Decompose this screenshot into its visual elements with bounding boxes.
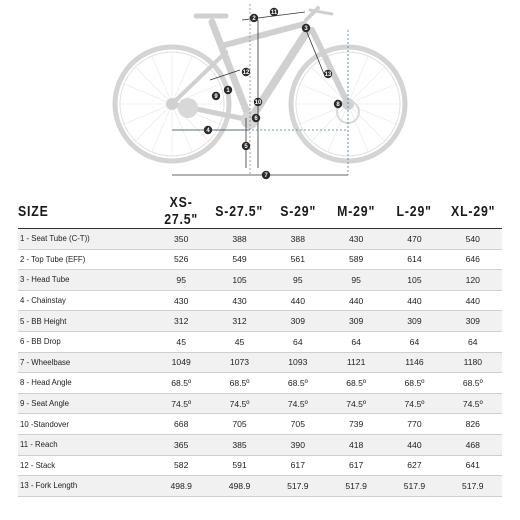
table-cell: 74.5º bbox=[444, 393, 502, 414]
table-cell: 440 bbox=[444, 290, 502, 311]
svg-text:3: 3 bbox=[304, 26, 308, 32]
column-header-xs-27-5: XS-27.5" bbox=[157, 194, 205, 229]
svg-text:13: 13 bbox=[324, 72, 332, 78]
table-cell: 1093 bbox=[269, 352, 327, 373]
table-cell: 74.5º bbox=[152, 393, 210, 414]
column-header-xl-29: XL-29" bbox=[449, 194, 497, 229]
row-label: 9 - Seat Angle bbox=[18, 393, 152, 414]
row-label: 4 - Chainstay bbox=[18, 290, 152, 311]
marker-13 bbox=[324, 70, 332, 78]
table-cell: 309 bbox=[444, 311, 502, 332]
svg-text:8: 8 bbox=[336, 102, 340, 108]
svg-text:10: 10 bbox=[254, 100, 262, 106]
table-cell: 739 bbox=[327, 414, 385, 435]
table-cell: 561 bbox=[269, 249, 327, 270]
table-cell: 498.9 bbox=[210, 476, 268, 497]
table-cell: 74.5º bbox=[269, 393, 327, 414]
table-row bbox=[18, 476, 502, 497]
table-cell: 591 bbox=[210, 455, 268, 476]
svg-text:2: 2 bbox=[252, 16, 256, 22]
table-cell: 309 bbox=[385, 311, 443, 332]
table-cell: 517.9 bbox=[385, 476, 443, 497]
table-cell: 498.9 bbox=[152, 476, 210, 497]
table-cell: 68.5º bbox=[210, 373, 268, 394]
svg-text:1: 1 bbox=[226, 88, 230, 94]
row-label: 1 - Seat Tube (C-T)) bbox=[18, 229, 152, 250]
table-cell: 1121 bbox=[327, 352, 385, 373]
row-label: 3 - Head Tube bbox=[18, 270, 152, 291]
table-cell: 705 bbox=[269, 414, 327, 435]
table-cell: 705 bbox=[210, 414, 268, 435]
marker-4 bbox=[204, 126, 212, 134]
table-cell: 309 bbox=[327, 311, 385, 332]
table-cell: 1049 bbox=[152, 352, 210, 373]
table-cell: 74.5º bbox=[210, 393, 268, 414]
table-cell: 430 bbox=[210, 290, 268, 311]
table-row bbox=[18, 393, 502, 414]
table-cell: 468 bbox=[444, 434, 502, 455]
table-cell: 64 bbox=[269, 331, 327, 352]
table-cell: 440 bbox=[269, 290, 327, 311]
column-header-s-29: S-29" bbox=[274, 194, 322, 229]
table-cell: 517.9 bbox=[269, 476, 327, 497]
table-cell: 68.5º bbox=[385, 373, 443, 394]
svg-text:5: 5 bbox=[244, 144, 248, 150]
marker-6 bbox=[252, 114, 260, 122]
table-cell: 470 bbox=[385, 229, 443, 250]
svg-text:6: 6 bbox=[254, 116, 258, 122]
marker-8 bbox=[334, 100, 342, 108]
marker-2 bbox=[250, 14, 258, 22]
row-label: 13 - Fork Length bbox=[18, 476, 152, 497]
table-row bbox=[18, 229, 502, 250]
table-cell: 627 bbox=[385, 455, 443, 476]
table-cell: 1073 bbox=[210, 352, 268, 373]
table-cell: 526 bbox=[152, 249, 210, 270]
table-cell: 617 bbox=[269, 455, 327, 476]
svg-text:12: 12 bbox=[242, 70, 250, 76]
table-cell: 617 bbox=[327, 455, 385, 476]
table-row bbox=[18, 352, 502, 373]
table-cell: 64 bbox=[327, 331, 385, 352]
svg-text:11: 11 bbox=[270, 10, 278, 16]
marker-5 bbox=[242, 142, 250, 150]
table-cell: 365 bbox=[152, 434, 210, 455]
table-cell: 309 bbox=[269, 311, 327, 332]
table-cell: 350 bbox=[152, 229, 210, 250]
table-header-row bbox=[18, 194, 502, 229]
table-row bbox=[18, 434, 502, 455]
table-cell: 312 bbox=[210, 311, 268, 332]
table-cell: 74.5º bbox=[327, 393, 385, 414]
marker-1 bbox=[224, 86, 232, 94]
geometry-table bbox=[18, 194, 502, 497]
table-cell: 770 bbox=[385, 414, 443, 435]
table-cell: 440 bbox=[385, 434, 443, 455]
table-cell: 641 bbox=[444, 455, 502, 476]
table-cell: 74.5º bbox=[385, 393, 443, 414]
table-row bbox=[18, 331, 502, 352]
table-cell: 120 bbox=[444, 270, 502, 291]
table-cell: 95 bbox=[152, 270, 210, 291]
table-cell: 68.5º bbox=[327, 373, 385, 394]
table-row bbox=[18, 249, 502, 270]
svg-text:7: 7 bbox=[264, 173, 268, 179]
table-cell: 68.5º bbox=[269, 373, 327, 394]
table-cell: 95 bbox=[327, 270, 385, 291]
table-cell: 388 bbox=[269, 229, 327, 250]
row-label: 2 - Top Tube (EFF) bbox=[18, 249, 152, 270]
marker-10 bbox=[254, 98, 262, 106]
table-body bbox=[18, 229, 502, 497]
table-cell: 45 bbox=[152, 331, 210, 352]
row-label: 8 - Head Angle bbox=[18, 373, 152, 394]
row-label: 5 - BB Height bbox=[18, 311, 152, 332]
table-cell: 1146 bbox=[385, 352, 443, 373]
column-header-l-29: L-29" bbox=[391, 194, 439, 229]
table-cell: 312 bbox=[152, 311, 210, 332]
marker-11 bbox=[270, 8, 278, 16]
table-cell: 668 bbox=[152, 414, 210, 435]
marker-7 bbox=[262, 171, 270, 179]
table-cell: 105 bbox=[210, 270, 268, 291]
column-header-s-27-5: S-27.5" bbox=[216, 194, 264, 229]
table-cell: 68.5º bbox=[152, 373, 210, 394]
table-cell: 68.5º bbox=[444, 373, 502, 394]
table-cell: 430 bbox=[327, 229, 385, 250]
svg-text:9: 9 bbox=[214, 94, 218, 100]
table-row bbox=[18, 311, 502, 332]
row-label: 7 - Wheelbase bbox=[18, 352, 152, 373]
table-cell: 45 bbox=[210, 331, 268, 352]
table-cell: 95 bbox=[269, 270, 327, 291]
table-cell: 614 bbox=[385, 249, 443, 270]
table-cell: 64 bbox=[385, 331, 443, 352]
table-cell: 589 bbox=[327, 249, 385, 270]
table-row bbox=[18, 270, 502, 291]
table-row bbox=[18, 455, 502, 476]
table-cell: 105 bbox=[385, 270, 443, 291]
column-header-size: SIZE bbox=[18, 194, 128, 229]
table-cell: 390 bbox=[269, 434, 327, 455]
marker-12 bbox=[242, 68, 250, 76]
table-cell: 540 bbox=[444, 229, 502, 250]
row-label: 6 - BB Drop bbox=[18, 331, 152, 352]
row-label: 10 -Standover bbox=[18, 414, 152, 435]
table-cell: 517.9 bbox=[444, 476, 502, 497]
table-cell: 440 bbox=[385, 290, 443, 311]
table-cell: 826 bbox=[444, 414, 502, 435]
svg-text:4: 4 bbox=[206, 128, 210, 134]
table-row bbox=[18, 414, 502, 435]
bike-geometry-diagram bbox=[0, 0, 520, 190]
table-cell: 517.9 bbox=[327, 476, 385, 497]
table-cell: 646 bbox=[444, 249, 502, 270]
table-row bbox=[18, 373, 502, 394]
table-cell: 430 bbox=[152, 290, 210, 311]
table-cell: 582 bbox=[152, 455, 210, 476]
table-cell: 385 bbox=[210, 434, 268, 455]
column-header-m-29: M-29" bbox=[332, 194, 380, 229]
row-label: 11 - Reach bbox=[18, 434, 152, 455]
table-cell: 418 bbox=[327, 434, 385, 455]
table-cell: 388 bbox=[210, 229, 268, 250]
marker-3 bbox=[302, 24, 310, 32]
table-cell: 549 bbox=[210, 249, 268, 270]
marker-9 bbox=[212, 92, 220, 100]
table-cell: 64 bbox=[444, 331, 502, 352]
row-label: 12 - Stack bbox=[18, 455, 152, 476]
table-cell: 1180 bbox=[444, 352, 502, 373]
table-row bbox=[18, 290, 502, 311]
table-cell: 440 bbox=[327, 290, 385, 311]
